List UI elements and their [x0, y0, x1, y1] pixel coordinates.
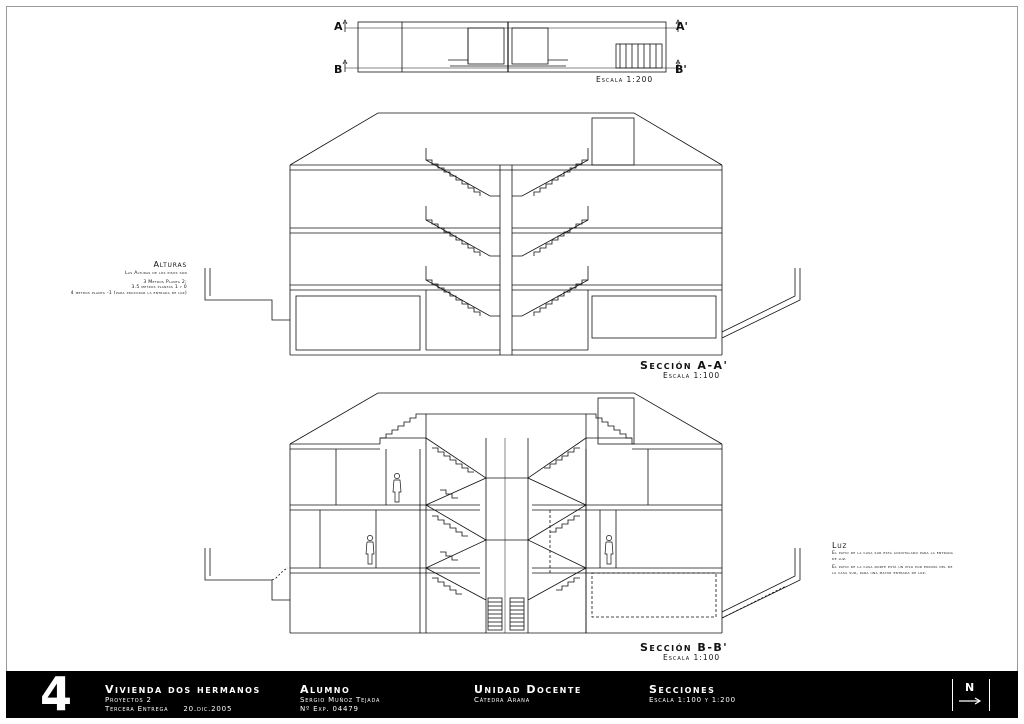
key-plan-scale: Escala 1:200 — [596, 75, 654, 84]
luz-heading: Luz — [832, 541, 848, 550]
title-block — [6, 667, 1018, 721]
sheet-number: 4 — [40, 667, 73, 721]
luz-note — [832, 541, 953, 576]
student-block — [300, 683, 380, 714]
key-plan-label-a-left: A — [334, 20, 343, 33]
section-aa-scale: Escala 1:100 — [663, 371, 721, 380]
alturas-line-2: 3 Metros Planta 2; — [143, 279, 187, 285]
project-delivery: Tercera Entrega — [105, 705, 169, 713]
alturas-line-4: 4 metros planta -1 (para procurar la entrada de luz) — [70, 290, 187, 296]
student-name: Sergio Muñoz Tejada — [300, 696, 381, 704]
luz-line-4: la casa sur, para una mayor entrada de luz. — [832, 570, 927, 576]
north-indicator — [952, 679, 990, 711]
sheet-heading: Secciones — [649, 683, 716, 696]
section-bb-scale: Escala 1:100 — [663, 653, 721, 662]
north-arrow-icon — [953, 679, 989, 711]
luz-line-2: de luz. — [832, 556, 847, 562]
sheet-info-block — [649, 683, 736, 705]
student-exp: Nº Exp. 04479 — [300, 705, 359, 713]
key-plan-label-b-right: B' — [675, 63, 687, 76]
unit-name: Cátedra Arana — [474, 696, 530, 704]
project-course: Proyectos 2 — [105, 696, 152, 704]
key-plan-label-a-right: A' — [676, 20, 688, 33]
section-bb-drawing — [205, 393, 800, 633]
scale-figures — [366, 473, 613, 564]
sheet-scale: Escala 1:100 y 1:200 — [649, 696, 736, 704]
luz-line-1: El patio de la casa sur está acristalado para la entrada — [832, 551, 954, 556]
project-title: Vivienda dos hermanos — [105, 683, 261, 696]
alturas-heading: Alturas — [153, 260, 187, 269]
project-delivery-row — [105, 705, 261, 714]
alturas-line-1: Las Alturas de los pisos son — [125, 271, 187, 276]
alturas-note — [20, 260, 187, 296]
section-bb-title: Sección B-B' — [640, 641, 729, 654]
student-heading: Alumno — [300, 683, 351, 696]
project-date: 20.dic.2005 — [183, 705, 233, 713]
section-aa-drawing — [205, 113, 800, 355]
section-aa-title: Sección A-A' — [640, 359, 729, 372]
key-plan — [343, 20, 680, 72]
alturas-line-3: 3.5 metros plantas 1 y 0 — [131, 285, 187, 291]
unit-heading: Unidad Docente — [474, 683, 582, 696]
unit-block — [474, 683, 582, 705]
luz-line-3: El patio de la casa norte está un piso por encima del de — [832, 565, 953, 571]
project-block — [105, 683, 261, 714]
north-label: N — [965, 681, 975, 694]
key-plan-label-b-left: B — [334, 63, 343, 76]
